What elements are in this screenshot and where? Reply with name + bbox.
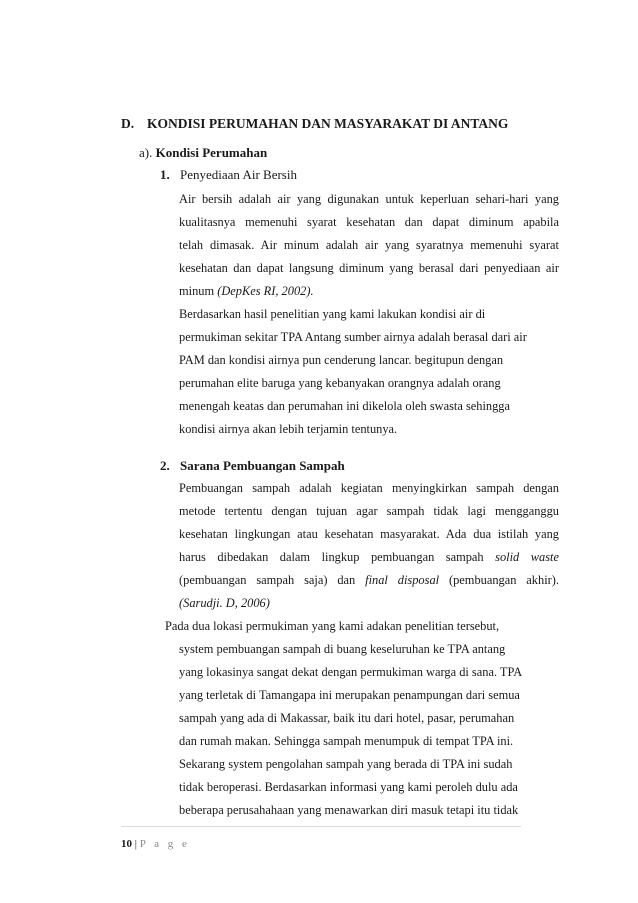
paragraph-line: yang lokasinya sangat dekat dengan permukiman warga di sana. TPA [179, 665, 523, 679]
paragraph-line: kualitasnya memenuhi syarat kesehatan dan dapat diminum apabila [179, 215, 559, 229]
paragraph-line [179, 284, 559, 299]
paragraph-line: Pada dua lokasi permukiman yang kami adakan penelitian tersebut, [165, 619, 500, 633]
paragraph-line: yang terletak di Tamangapa ini merupakan penampungan dari semua [179, 688, 520, 702]
citation: (DepKes RI, 2002). [217, 284, 314, 298]
paragraph-line [179, 573, 559, 588]
paragraph-line: kesehatan lingkungan atau kesehatan masyarakat. Ada dua istilah yang [179, 527, 559, 541]
paragraph-line: tidak beroperasi. Berdasarkan informasi yang kami peroleh dulu ada [179, 780, 518, 794]
citation [179, 596, 559, 611]
text-span: (pembuangan sampah saja) dan [179, 573, 356, 587]
paragraph-line [179, 550, 559, 565]
paragraph-line: kondisi airnya akan lebih terjamin tentunya. [179, 422, 398, 436]
italic-term: final disposal [365, 573, 440, 587]
section-title: KONDISI PERUMAHAN DAN MASYARAKAT DI ANTANG [147, 116, 509, 131]
footer-separator: | [132, 838, 140, 850]
paragraph-line: Sekarang system pengolahan sampah yang berada di TPA ini sudah [179, 757, 513, 771]
section-number: D. [121, 116, 135, 131]
section-heading [121, 116, 508, 132]
item-2-title: Sarana Pembuangan Sampah [180, 458, 345, 473]
page-label: P a g e [139, 838, 190, 850]
italic-term: solid waste [495, 550, 559, 564]
paragraph-line: Berdasarkan hasil penelitian yang kami lakukan kondisi air di [179, 307, 486, 321]
item-1-title: Penyediaan Air Bersih [180, 167, 297, 182]
text-span: harus dibedakan dalam lingkup pembuangan sampah [179, 550, 484, 564]
paragraph-line: permukiman sekitar TPA Antang sumber airnya adalah berasal dari air [179, 330, 527, 344]
footer-divider [121, 826, 521, 827]
paragraph-line: metode tertentu dengan tujuan agar sampah tidak lagi mengganggu [179, 504, 559, 518]
page-footer [121, 838, 190, 850]
subsection-title: Kondisi Perumahan [155, 145, 268, 160]
citation-text: (Sarudji. D, 2006) [179, 596, 270, 610]
page-number: 10 [121, 838, 132, 850]
subsection-heading [139, 145, 267, 161]
paragraph-line: Air bersih adalah air yang digunakan untuk keperluan sehari-hari yang [179, 192, 559, 206]
paragraph-line: telah dimasak. Air minum adalah air yang syaratnya memenuhi syarat [179, 238, 559, 252]
paragraph-line: dan rumah makan. Sehingga sampah menumpuk di tempat TPA ini. [179, 734, 514, 748]
item-1-heading [160, 167, 297, 183]
item-1-number: 1. [160, 167, 170, 182]
paragraph-line: Pembuangan sampah adalah kegiatan menyingkirkan sampah dengan [179, 481, 559, 495]
paragraph-line: menengah keatas dan perumahan ini dikelola oleh swasta sehingga [179, 399, 510, 413]
paragraph-line: system pembuangan sampah di buang keseluruhan ke TPA antang [179, 642, 506, 656]
paragraph-line: kesehatan dan dapat langsung diminum yang berasal dari penyediaan air [179, 261, 559, 275]
item-2-number: 2. [160, 458, 170, 473]
text-span: minum [179, 284, 215, 298]
paragraph-line: sampah yang ada di Makassar, baik itu dari hotel, pasar, perumahan [179, 711, 515, 725]
paragraph-line: PAM dan kondisi airnya pun cenderung lancar. begitupun dengan [179, 353, 504, 367]
item-2-heading [160, 458, 345, 474]
paragraph-line: beberapa perusahahaan yang menawarkan diri masuk tetapi itu tidak [179, 803, 519, 817]
subsection-label: a). [139, 145, 153, 160]
paragraph-line: perumahan elite baruga yang kebanyakan orangnya adalah orang [179, 376, 501, 390]
text-span: (pembuangan akhir). [448, 573, 559, 587]
